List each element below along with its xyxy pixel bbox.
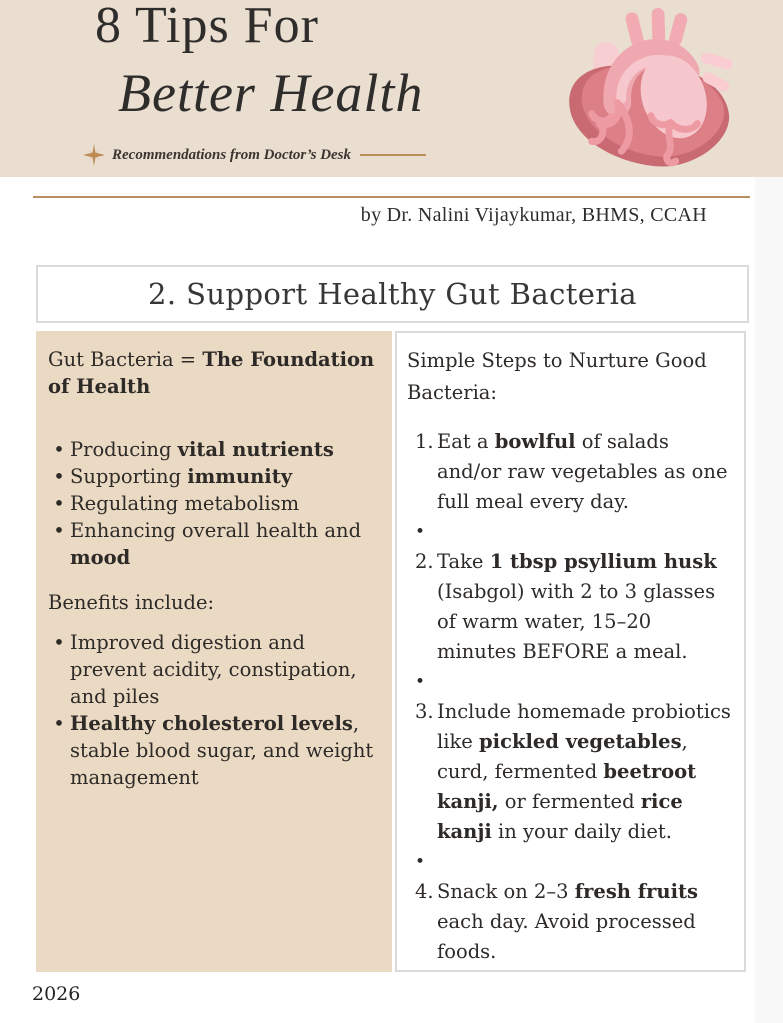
- bullet-marker: •: [53, 438, 65, 461]
- bullet-marker: •: [53, 631, 65, 654]
- list-item: [48, 463, 380, 490]
- bullet-marker: •: [53, 492, 65, 515]
- bullet-marker: •: [415, 852, 426, 872]
- right-column: [395, 331, 746, 972]
- step-number: 1.: [415, 430, 434, 453]
- benefits-list: [48, 629, 380, 791]
- left-heading: Gut Bacteria = The Foundation of Health: [48, 348, 375, 398]
- page-title-line1: 8 Tips For: [95, 0, 319, 54]
- spacer-bullet: [407, 847, 734, 877]
- byline: by Dr. Nalini Vijaykumar, BHMS, CCAH: [360, 204, 707, 226]
- bullet-marker: •: [53, 465, 65, 488]
- divider-line: [33, 196, 750, 198]
- left-column: [36, 331, 392, 972]
- list-item: [48, 436, 380, 463]
- list-item-text: Supporting immunity: [70, 465, 293, 488]
- spacer-bullet: [407, 667, 734, 697]
- sparkle-icon: [83, 144, 105, 166]
- step-text: Take 1 tbsp psyllium husk (Isabgol) with 2 to 3 glasses of warm water, 15–20 minutes BEFORE a meal.: [437, 550, 717, 663]
- tagline-text: Recommendations from Doctor’s Desk: [112, 146, 352, 163]
- page-right-gutter: [755, 177, 783, 1023]
- step-text: Snack on 2–3 fresh fruits each day. Avoid processed foods.: [437, 880, 698, 963]
- section-title: 2. Support Healthy Gut Bacteria: [148, 277, 637, 311]
- anatomical-heart-icon: [555, 6, 745, 169]
- benefits-label: Benefits include:: [48, 591, 215, 614]
- section-title-box: [36, 265, 749, 323]
- page-title-line2: Better Health: [118, 63, 424, 123]
- list-item-text: Regulating metabolism: [70, 492, 300, 515]
- bullet-marker: •: [53, 519, 65, 542]
- step-item: [407, 877, 734, 967]
- list-item-text: Improved digestion and prevent acidity, constipation, and piles: [70, 631, 357, 708]
- list-item: [48, 710, 380, 791]
- step-item: [407, 697, 734, 847]
- right-heading: Simple Steps to Nurture Good Bacteria:: [407, 349, 707, 404]
- header-banner: [0, 0, 783, 177]
- list-item-text: Producing vital nutrients: [70, 438, 334, 461]
- list-item: [48, 517, 380, 571]
- heart-illustration: [555, 6, 745, 169]
- list-item-text: Enhancing overall health and mood: [70, 519, 362, 569]
- tagline-row: [83, 144, 426, 166]
- step-number: 2.: [415, 550, 434, 573]
- list-item: [48, 629, 380, 710]
- list-item: [48, 490, 380, 517]
- step-item: [407, 427, 734, 517]
- list-item-text: Healthy cholesterol levels, stable blood sugar, and weight management: [70, 712, 374, 789]
- spacer-bullet: [407, 517, 734, 547]
- step-number: 4.: [415, 880, 434, 903]
- tagline-dash: [360, 154, 426, 156]
- footer-year: 2026: [32, 983, 81, 1005]
- step-text: Eat a bowlful of salads and/or raw vegetables as one full meal every day.: [437, 430, 728, 513]
- bullet-marker: •: [415, 672, 426, 692]
- step-text: Include homemade probiotics like pickled vegetables, curd, fermented beetroot kanji, or fermented rice kanji in your daily diet.: [437, 700, 731, 843]
- step-item: [407, 547, 734, 667]
- steps-list: [407, 427, 734, 967]
- bullet-marker: •: [53, 712, 65, 735]
- step-number: 3.: [415, 700, 434, 723]
- gut-roles-list: [48, 436, 380, 571]
- bullet-marker: •: [415, 522, 426, 542]
